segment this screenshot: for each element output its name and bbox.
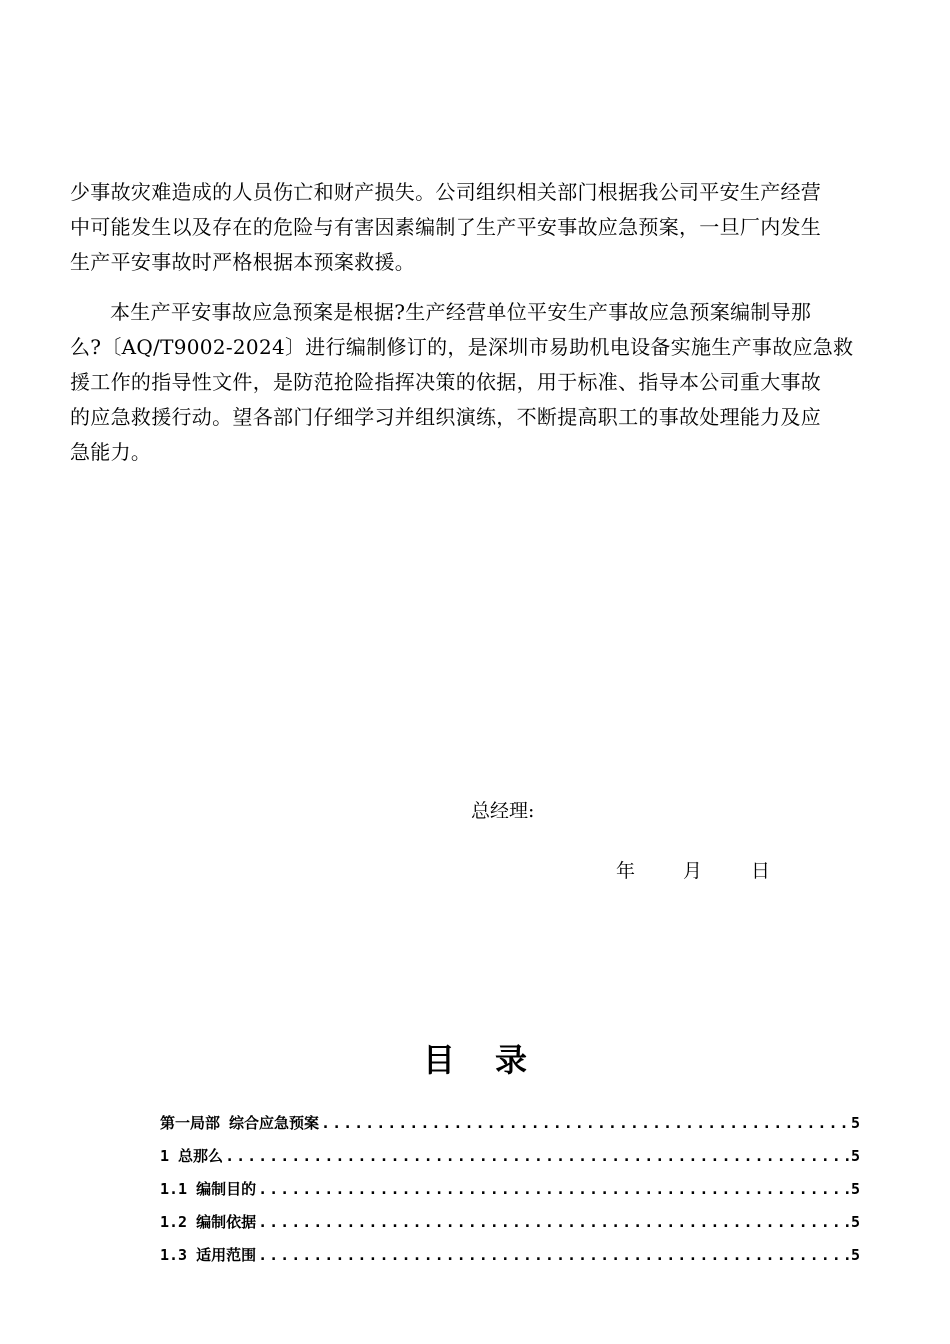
intro-paragraph-continued <box>70 175 906 280</box>
toc-entry-label: 1 总那么 <box>160 1147 224 1165</box>
toc-entry[interactable] <box>160 1211 860 1244</box>
date-year-label: 年 <box>616 860 636 882</box>
paragraph-line: 本生产平安事故应急预案是根据?生产经营单位平安生产事故应急预案编制导那 <box>110 300 812 324</box>
toc-entry-page: 5 <box>850 1213 860 1231</box>
paragraph-line: 急能力。 <box>70 440 152 464</box>
toc-title: 目录 <box>422 1041 567 1079</box>
toc-entry-page: 5 <box>850 1147 860 1165</box>
toc-dot-leader <box>258 1180 849 1198</box>
toc-entry-page: 5 <box>850 1114 860 1132</box>
toc-entry-page: 5 <box>850 1246 860 1264</box>
toc-entry-page: 5 <box>850 1180 860 1198</box>
date-month-label: 月 <box>683 860 703 882</box>
table-of-contents <box>160 1112 860 1277</box>
toc-entry-label: 1.2 编制依据 <box>160 1213 257 1231</box>
toc-dot-leader <box>225 1147 849 1165</box>
toc-entry[interactable] <box>160 1244 860 1277</box>
paragraph-line: 中可能发生以及存在的危险与有害因素编制了生产平安事故应急预案，一旦厂内发生 <box>70 215 822 239</box>
paragraph-line: 援工作的指导性文件，是防范抢险指挥决策的依据，用于标准、指导本公司重大事故 <box>70 370 822 394</box>
toc-dot-leader <box>321 1114 849 1132</box>
toc-entry-label: 1.3 适用范围 <box>160 1246 257 1264</box>
basis-paragraph <box>70 295 906 470</box>
toc-entry[interactable] <box>160 1112 860 1145</box>
paragraph-line: 么?〔AQ/T9002-2024〕进行编制修订的，是深圳市易助机电设备实施生产事故应急救 <box>70 335 854 359</box>
toc-entry-label: 第一局部 综合应急预案 <box>160 1114 320 1132</box>
toc-entry[interactable] <box>160 1145 860 1178</box>
toc-entry[interactable] <box>160 1178 860 1211</box>
toc-dot-leader <box>258 1213 849 1231</box>
date-day-label: 日 <box>751 860 771 882</box>
paragraph-line: 生产平安事故时严格根据本预案救援。 <box>70 250 416 274</box>
paragraph-line: 的应急救援行动。望各部门仔细学习并组织演练，不断提高职工的事故处理能力及应 <box>70 405 822 429</box>
toc-dot-leader <box>258 1246 849 1264</box>
general-manager-label: 总经理: <box>471 800 535 822</box>
paragraph-line: 少事故灾难造成的人员伤亡和财产损失。公司组织相关部门根据我公司平安生产经营 <box>70 180 822 204</box>
toc-entry-label: 1.1 编制目的 <box>160 1180 257 1198</box>
